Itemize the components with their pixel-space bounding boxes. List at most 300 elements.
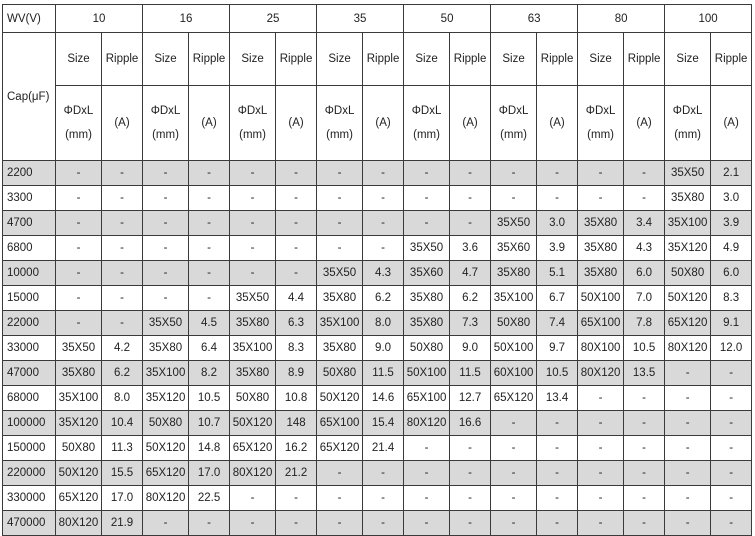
ripple-cell: 4.2 [102, 336, 143, 361]
ripple-cell: 6.3 [276, 311, 317, 336]
table-row [3, 261, 752, 286]
ripple-cell: 6.0 [711, 261, 752, 286]
size-cell: - [578, 461, 624, 486]
ripple-unit-header: (A) [624, 86, 665, 161]
ripple-cell: 17.0 [189, 461, 230, 486]
size-cell: 50X120 [143, 436, 189, 461]
size-column-header: Size [491, 33, 537, 86]
size-cell: - [143, 286, 189, 311]
size-cell: 35X120 [665, 236, 711, 261]
voltage-header: 25 [230, 5, 317, 33]
size-unit-header [491, 86, 537, 161]
ripple-cell: 13.5 [624, 361, 665, 386]
size-cell: 35X50 [230, 286, 276, 311]
size-cell: - [404, 511, 450, 536]
ripple-cell: 15.5 [102, 461, 143, 486]
capacitance-cell: 3300 [3, 186, 56, 211]
ripple-cell: - [624, 386, 665, 411]
ripple-cell: 8.3 [276, 336, 317, 361]
size-cell: - [317, 186, 363, 211]
size-unit-symbol: ΦDxL [672, 105, 703, 117]
ripple-cell: - [102, 161, 143, 186]
size-cell: - [665, 511, 711, 536]
ripple-cell: 7.3 [450, 311, 491, 336]
size-cell: - [578, 486, 624, 511]
size-cell: 35X80 [404, 311, 450, 336]
ripple-cell: - [363, 236, 404, 261]
size-unit-header [665, 86, 711, 161]
ripple-unit-header: (A) [276, 86, 317, 161]
ripple-cell: 4.3 [624, 236, 665, 261]
size-cell: 35X50 [491, 211, 537, 236]
ripple-cell: 3.9 [711, 211, 752, 236]
size-cell: 65X120 [665, 311, 711, 336]
capacitance-cell: 330000 [3, 486, 56, 511]
ripple-cell: - [711, 486, 752, 511]
size-cell: 65X120 [491, 386, 537, 411]
size-column-header: Size [317, 33, 363, 86]
ripple-cell: - [537, 486, 578, 511]
size-cell: 35X100 [143, 361, 189, 386]
ripple-cell: 9.0 [450, 336, 491, 361]
ripple-cell: 11.3 [102, 436, 143, 461]
size-cell: 65X100 [578, 311, 624, 336]
ripple-cell: 21.2 [276, 461, 317, 486]
size-cell: 65X120 [56, 486, 102, 511]
table-row [3, 461, 752, 486]
size-unit-header [404, 86, 450, 161]
ripple-unit-header: (A) [189, 86, 230, 161]
ripple-cell: - [537, 161, 578, 186]
size-cell: - [665, 461, 711, 486]
capacitance-cell: 10000 [3, 261, 56, 286]
size-cell: - [143, 236, 189, 261]
size-cell: 35X120 [143, 386, 189, 411]
size-cell: - [578, 411, 624, 436]
ripple-cell: - [276, 186, 317, 211]
size-cell: - [665, 386, 711, 411]
ripple-cell: - [102, 186, 143, 211]
ripple-cell: - [363, 211, 404, 236]
size-column-header: Size [56, 33, 102, 86]
table-row [3, 286, 752, 311]
size-cell: - [578, 386, 624, 411]
size-unit-symbol: ΦDxL [63, 105, 94, 117]
voltage-header: 63 [491, 5, 578, 33]
size-cell: 35X50 [404, 236, 450, 261]
ripple-unit-header: (A) [102, 86, 143, 161]
ripple-cell: - [624, 161, 665, 186]
table-row [3, 211, 752, 236]
ripple-cell: 7.8 [624, 311, 665, 336]
ripple-cell: - [276, 261, 317, 286]
ripple-cell: - [276, 161, 317, 186]
size-cell: - [404, 486, 450, 511]
ripple-cell: - [276, 211, 317, 236]
size-unit-symbol: ΦDxL [237, 105, 268, 117]
ripple-cell: 10.5 [624, 336, 665, 361]
cap-label: Cap(μF) [3, 33, 56, 161]
size-cell: 50X80 [143, 411, 189, 436]
ripple-cell: - [363, 511, 404, 536]
capacitance-cell: 4700 [3, 211, 56, 236]
size-cell: 65X100 [317, 411, 363, 436]
ripple-cell: 11.5 [450, 361, 491, 386]
capacitor-spec-table [2, 4, 752, 536]
ripple-cell: 8.0 [363, 311, 404, 336]
ripple-cell: 10.5 [537, 361, 578, 386]
size-cell: - [230, 161, 276, 186]
ripple-cell: - [450, 161, 491, 186]
ripple-unit-header: (A) [450, 86, 491, 161]
size-cell: 50X80 [404, 336, 450, 361]
size-cell: 50X100 [578, 286, 624, 311]
size-cell: - [230, 186, 276, 211]
size-cell: 50X80 [491, 311, 537, 336]
size-unit-mm: (mm) [674, 129, 702, 141]
ripple-cell: 6.2 [363, 286, 404, 311]
size-cell: 35X80 [230, 311, 276, 336]
size-cell: 60X100 [491, 361, 537, 386]
size-cell: 50X80 [317, 361, 363, 386]
ripple-cell: - [189, 211, 230, 236]
size-column-header: Size [578, 33, 624, 86]
ripple-cell: - [276, 511, 317, 536]
ripple-cell: - [537, 436, 578, 461]
size-cell: - [56, 161, 102, 186]
size-unit-header [143, 86, 189, 161]
ripple-cell: 3.6 [450, 236, 491, 261]
size-cell: 35X100 [317, 311, 363, 336]
ripple-cell: - [189, 511, 230, 536]
size-cell: 35X80 [665, 186, 711, 211]
size-cell: - [317, 511, 363, 536]
ripple-cell: 4.5 [189, 311, 230, 336]
size-cell: 50X120 [56, 461, 102, 486]
ripple-column-header: Ripple [102, 33, 143, 86]
ripple-column-header: Ripple [537, 33, 578, 86]
table-row [3, 436, 752, 461]
ripple-cell: - [537, 461, 578, 486]
size-cell: 35X60 [491, 236, 537, 261]
table-row [3, 486, 752, 511]
size-cell: - [404, 461, 450, 486]
ripple-cell: - [450, 511, 491, 536]
ripple-cell: 10.8 [276, 386, 317, 411]
size-cell: 80X120 [56, 511, 102, 536]
ripple-cell: 5.1 [537, 261, 578, 286]
size-cell: - [578, 436, 624, 461]
ripple-cell: 8.3 [711, 286, 752, 311]
size-cell: - [143, 511, 189, 536]
size-cell: 65X100 [404, 386, 450, 411]
size-cell: 35X80 [491, 261, 537, 286]
ripple-cell: 4.3 [363, 261, 404, 286]
size-cell: - [404, 211, 450, 236]
ripple-cell: 15.4 [363, 411, 404, 436]
ripple-cell: 12.7 [450, 386, 491, 411]
ripple-cell: 3.0 [537, 211, 578, 236]
size-cell: - [665, 486, 711, 511]
ripple-cell: 4.7 [450, 261, 491, 286]
ripple-cell: - [189, 261, 230, 286]
size-cell: 80X120 [143, 486, 189, 511]
ripple-cell: 12.0 [711, 336, 752, 361]
voltage-header: 10 [56, 5, 143, 33]
size-cell: - [404, 161, 450, 186]
size-unit-mm: (mm) [413, 129, 440, 141]
size-cell: - [491, 486, 537, 511]
ripple-cell: - [102, 261, 143, 286]
size-cell: 35X80 [578, 211, 624, 236]
ripple-cell: - [450, 211, 491, 236]
table-row [3, 311, 752, 336]
size-cell: 35X100 [230, 336, 276, 361]
size-cell: 35X100 [491, 286, 537, 311]
size-column-header: Size [404, 33, 450, 86]
ripple-cell: - [102, 236, 143, 261]
size-cell: 50X100 [491, 336, 537, 361]
ripple-cell: 16.6 [450, 411, 491, 436]
ripple-cell: - [711, 436, 752, 461]
ripple-cell: - [711, 361, 752, 386]
ripple-cell: 6.2 [102, 361, 143, 386]
ripple-column-header: Ripple [624, 33, 665, 86]
size-cell: 35X120 [56, 411, 102, 436]
capacitance-cell: 220000 [3, 461, 56, 486]
size-cell: - [230, 511, 276, 536]
ripple-column-header: Ripple [711, 33, 752, 86]
size-column-header: Size [230, 33, 276, 86]
capacitance-cell: 22000 [3, 311, 56, 336]
unit-header-row [3, 86, 752, 161]
ripple-cell: - [276, 236, 317, 261]
size-cell: 50X120 [230, 411, 276, 436]
ripple-cell: 4.4 [276, 286, 317, 311]
ripple-unit-header: (A) [537, 86, 578, 161]
size-cell: - [143, 261, 189, 286]
ripple-cell: - [189, 161, 230, 186]
ripple-column-header: Ripple [363, 33, 404, 86]
size-cell: - [578, 511, 624, 536]
size-cell: - [404, 436, 450, 461]
size-cell: - [491, 411, 537, 436]
table-row [3, 386, 752, 411]
ripple-cell: - [276, 486, 317, 511]
size-unit-symbol: ΦDxL [411, 105, 442, 117]
size-cell: - [56, 186, 102, 211]
table-row [3, 411, 752, 436]
ripple-cell: 9.1 [711, 311, 752, 336]
size-cell: - [230, 236, 276, 261]
size-cell: 65X120 [317, 436, 363, 461]
ripple-unit-header: (A) [363, 86, 404, 161]
ripple-column-header: Ripple [189, 33, 230, 86]
ripple-column-header: Ripple [450, 33, 491, 86]
ripple-cell: - [450, 461, 491, 486]
size-cell: - [317, 486, 363, 511]
ripple-cell: - [450, 436, 491, 461]
ripple-cell: 10.4 [102, 411, 143, 436]
ripple-cell: 11.5 [363, 361, 404, 386]
size-cell: 80X120 [230, 461, 276, 486]
ripple-cell: 8.9 [276, 361, 317, 386]
size-cell: - [578, 161, 624, 186]
ripple-cell: - [624, 461, 665, 486]
size-cell: - [143, 161, 189, 186]
size-unit-symbol: ΦDxL [324, 105, 355, 117]
size-cell: 80X100 [578, 336, 624, 361]
ripple-unit-header: (A) [711, 86, 752, 161]
size-cell: 35X100 [56, 386, 102, 411]
size-cell: - [56, 211, 102, 236]
ripple-cell: - [189, 236, 230, 261]
ripple-cell: - [624, 486, 665, 511]
size-column-header: Size [143, 33, 189, 86]
ripple-cell: 6.0 [624, 261, 665, 286]
size-cell: 35X80 [578, 236, 624, 261]
size-cell: 80X120 [404, 411, 450, 436]
capacitance-cell: 33000 [3, 336, 56, 361]
size-cell: 35X50 [665, 161, 711, 186]
table-row [3, 186, 752, 211]
size-cell: 35X80 [404, 286, 450, 311]
size-cell: 65X120 [143, 461, 189, 486]
ripple-cell: 6.7 [537, 286, 578, 311]
ripple-cell: - [711, 386, 752, 411]
ripple-cell: 21.9 [102, 511, 143, 536]
ripple-cell: 7.0 [624, 286, 665, 311]
voltage-header: 16 [143, 5, 230, 33]
ripple-cell: - [102, 311, 143, 336]
size-ripple-header-row [3, 33, 752, 86]
capacitance-cell: 100000 [3, 411, 56, 436]
ripple-cell: - [624, 436, 665, 461]
ripple-cell: 8.0 [102, 386, 143, 411]
ripple-cell: 3.4 [624, 211, 665, 236]
table-row [3, 336, 752, 361]
size-unit-header [317, 86, 363, 161]
size-cell: 35X80 [143, 336, 189, 361]
ripple-cell: - [537, 186, 578, 211]
ripple-cell: - [102, 286, 143, 311]
size-cell: 50X80 [665, 261, 711, 286]
size-cell: 65X120 [230, 436, 276, 461]
size-cell: 35X50 [317, 261, 363, 286]
ripple-cell: - [450, 486, 491, 511]
ripple-cell: - [450, 186, 491, 211]
size-unit-mm: (mm) [326, 129, 353, 141]
size-cell: - [56, 286, 102, 311]
ripple-cell: 17.0 [102, 486, 143, 511]
ripple-cell: 21.4 [363, 436, 404, 461]
size-cell: 35X80 [578, 261, 624, 286]
size-cell: - [491, 436, 537, 461]
size-unit-mm: (mm) [239, 129, 266, 141]
ripple-cell: 16.2 [276, 436, 317, 461]
wv-label: WV(V) [3, 5, 56, 33]
size-unit-header [230, 86, 276, 161]
size-column-header: Size [665, 33, 711, 86]
voltage-header: 80 [578, 5, 665, 33]
size-cell: 50X80 [230, 386, 276, 411]
ripple-cell: - [711, 511, 752, 536]
ripple-cell: 13.4 [537, 386, 578, 411]
ripple-cell: 22.5 [189, 486, 230, 511]
ripple-cell: - [102, 211, 143, 236]
size-cell: 35X80 [56, 361, 102, 386]
capacitance-cell: 6800 [3, 236, 56, 261]
size-cell: - [56, 311, 102, 336]
size-unit-mm: (mm) [65, 129, 92, 141]
size-cell: - [665, 436, 711, 461]
size-cell: - [491, 461, 537, 486]
size-cell: 50X120 [317, 386, 363, 411]
size-cell: 80X120 [665, 336, 711, 361]
ripple-cell: 9.0 [363, 336, 404, 361]
size-cell: - [230, 486, 276, 511]
ripple-cell: - [537, 511, 578, 536]
voltage-header: 35 [317, 5, 404, 33]
capacitance-cell: 68000 [3, 386, 56, 411]
size-cell: 35X80 [317, 286, 363, 311]
capacitance-cell: 47000 [3, 361, 56, 386]
size-cell: - [143, 211, 189, 236]
ripple-cell: - [624, 511, 665, 536]
size-cell: 35X80 [317, 336, 363, 361]
capacitance-cell: 150000 [3, 436, 56, 461]
size-cell: 35X50 [143, 311, 189, 336]
size-cell: - [317, 211, 363, 236]
ripple-cell: - [537, 411, 578, 436]
ripple-cell: 10.7 [189, 411, 230, 436]
ripple-cell: 6.4 [189, 336, 230, 361]
ripple-cell: 10.5 [189, 386, 230, 411]
size-unit-header [56, 86, 102, 161]
ripple-cell: 8.2 [189, 361, 230, 386]
size-cell: - [143, 186, 189, 211]
size-cell: - [491, 161, 537, 186]
size-cell: - [56, 236, 102, 261]
ripple-cell: - [363, 486, 404, 511]
size-cell: - [491, 511, 537, 536]
size-cell: - [665, 361, 711, 386]
voltage-header-row [3, 5, 752, 33]
ripple-cell: 148 [276, 411, 317, 436]
ripple-cell: 6.2 [450, 286, 491, 311]
capacitance-cell: 15000 [3, 286, 56, 311]
ripple-cell: 4.9 [711, 236, 752, 261]
ripple-cell: 2.1 [711, 161, 752, 186]
size-cell: - [404, 186, 450, 211]
table-row [3, 236, 752, 261]
ripple-cell: 9.7 [537, 336, 578, 361]
size-cell: 50X120 [665, 286, 711, 311]
capacitance-cell: 470000 [3, 511, 56, 536]
size-cell: - [230, 261, 276, 286]
table-row [3, 511, 752, 536]
size-cell: - [491, 186, 537, 211]
size-unit-symbol: ΦDxL [150, 105, 181, 117]
ripple-cell: 7.4 [537, 311, 578, 336]
ripple-cell: - [189, 286, 230, 311]
ripple-cell: 14.6 [363, 386, 404, 411]
capacitance-cell: 2200 [3, 161, 56, 186]
voltage-header: 100 [665, 5, 752, 33]
size-cell: - [578, 186, 624, 211]
ripple-cell: - [624, 186, 665, 211]
size-cell: 35X60 [404, 261, 450, 286]
